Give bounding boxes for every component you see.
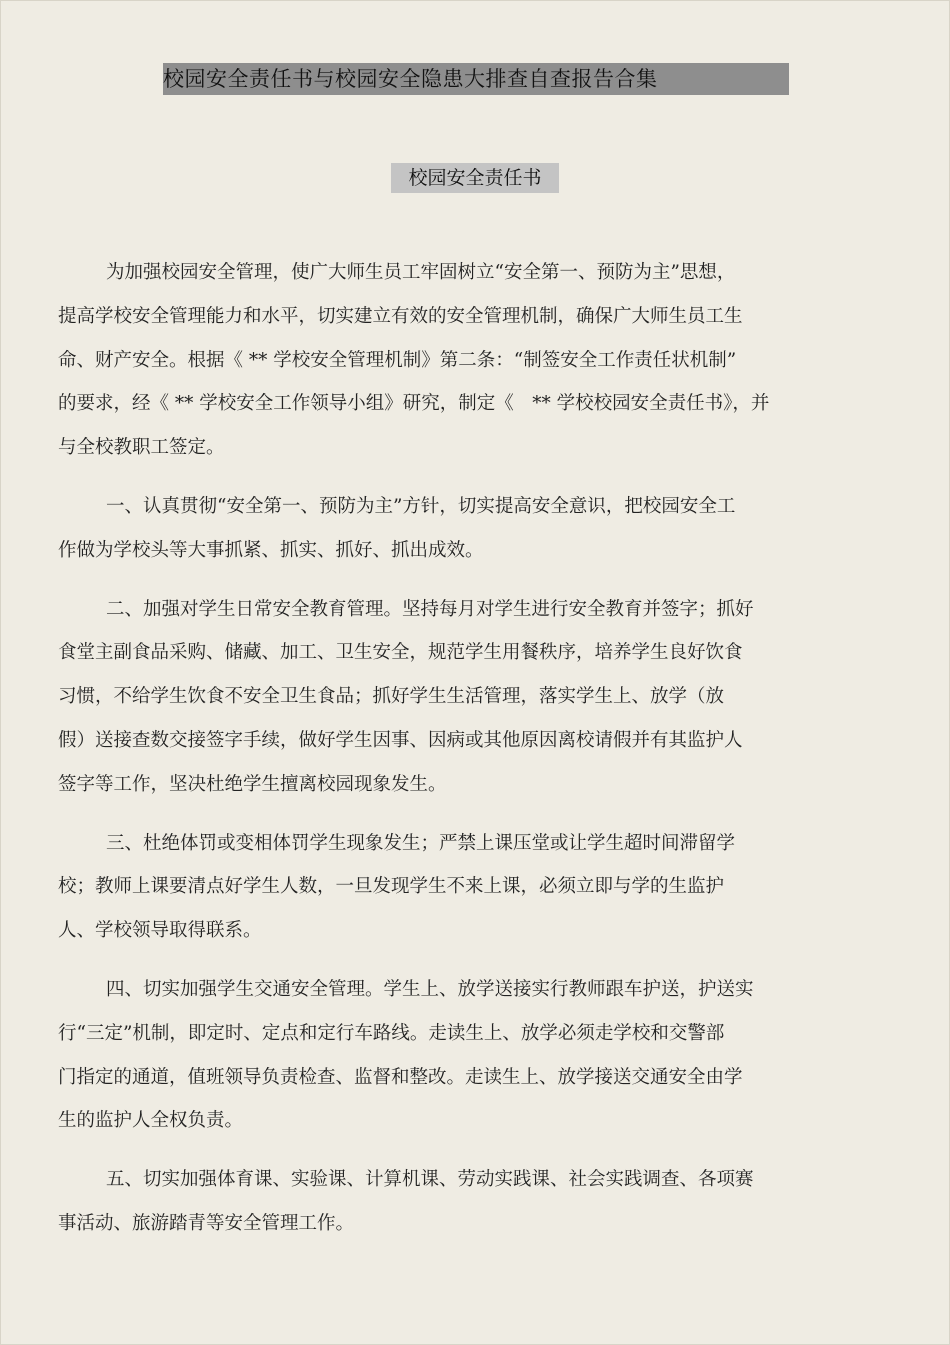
text-line: 一、认真贯彻“安全第一、预防为主”方针，切实提高安全意识，把校园安全工 — [106, 495, 736, 517]
text-line: 习惯，不给学生饮食不安全卫生食品；抓好学生生活管理，落实学生上、放学（放 — [58, 686, 725, 708]
text-line: 五、切实加强体育课、实验课、计算机课、劳动实践课、社会实践调查、各项赛 — [106, 1169, 754, 1191]
paragraph-intro — [58, 251, 878, 470]
text-line: 人、学校领导取得联系。 — [58, 920, 262, 942]
text-line: 提高学校安全管理能力和水平，切实建立有效的安全管理机制，确保广大师生员工生 — [58, 305, 743, 327]
paragraph-item-5 — [58, 1158, 878, 1246]
text-line: 事活动、旅游踏青等安全管理工作。 — [58, 1212, 355, 1234]
text-line: 签字等工作，坚决杜绝学生擅离校园现象发生。 — [58, 773, 447, 795]
document-sub-title: 校园安全责任书 — [391, 163, 559, 193]
text-line: 假）送接查数交接签字手续，做好学生因事、因病或其他原因离校请假并有其监护人 — [58, 729, 743, 751]
text-line: 与全校教职工签定。 — [58, 437, 225, 459]
text-line: 作做为学校头等大事抓紧、抓实、抓好、抓出成效。 — [58, 539, 484, 561]
text-line: 校；教师上课要清点好学生人数，一旦发现学生不来上课，必须立即与学的生监护 — [58, 876, 725, 898]
text-line: 门指定的通道，值班领导负责检查、监督和整改。走读生上、放学接送交通安全由学 — [58, 1066, 743, 1088]
text-line: 食堂主副食品采购、储藏、加工、卫生安全，规范学生用餐秩序，培养学生良好饮食 — [58, 642, 743, 664]
paragraph-item-4 — [58, 968, 878, 1143]
text-line: 为加强校园安全管理，使广大师生员工牢固树立“安全第一、预防为主”思想， — [106, 262, 736, 283]
paragraph-item-1 — [58, 485, 878, 573]
text-line: 的要求，经《 ** 学校安全工作领导小组》研究，制定《 ** 学校校园安全责任书》，并 — [58, 393, 770, 415]
paragraph-item-3 — [58, 822, 878, 953]
text-line: 二、加强对学生日常安全教育管理。坚持每月对学生进行安全教育并签字；抓好 — [106, 598, 754, 620]
text-line: 命、财产安全。根据《 ** 学校安全管理机制》第二条：“制签安全工作责任状机制” — [58, 349, 737, 371]
text-line: 四、切实加强学生交通安全管理。学生上、放学送接实行教师跟车护送，护送实 — [106, 978, 754, 1000]
text-line: 行“三定”机制，即定时、定点和定行车路线。走读生上、放学必须走学校和交警部 — [58, 1022, 725, 1044]
document-body — [58, 251, 878, 1261]
text-line: 生的监护人全权负责。 — [58, 1110, 244, 1132]
text-line: 三、杜绝体罚或变相体罚学生现象发生；严禁上课压堂或让学生超时间滞留学 — [106, 832, 736, 854]
paragraph-item-2 — [58, 588, 878, 807]
document-main-title: 校园安全责任书与校园安全隐患大排查自查报告合集 — [163, 63, 789, 95]
